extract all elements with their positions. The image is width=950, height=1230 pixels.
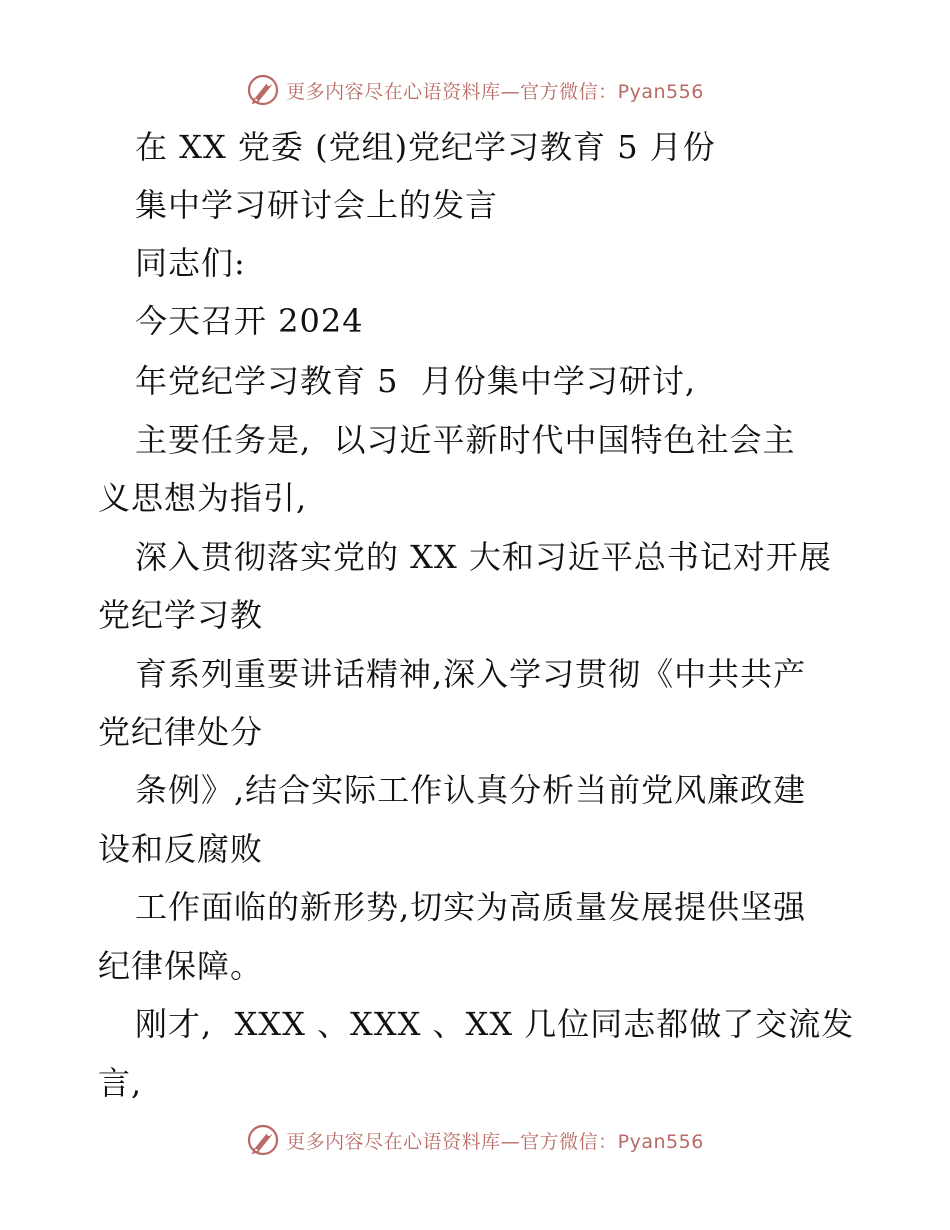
pen-logo-icon	[246, 1123, 280, 1157]
paragraph-line: 设和反腐败	[98, 830, 264, 868]
paragraph-line: 主要任务是, 以习近平新时代中国特色社会主	[135, 421, 796, 459]
watermark-footer	[0, 1122, 950, 1158]
paragraph-line: 刚才, XXX 、XXX 、XX 几位同志都做了交流发	[135, 1005, 855, 1043]
paragraph-line: 条例》,结合实际工作认真分析当前党风廉政建	[135, 771, 807, 809]
paragraph-line: 纪律保障。	[98, 947, 264, 985]
paragraph-line: 党纪学习教	[98, 596, 264, 634]
title-line-2: 集中学习研讨会上的发言	[135, 186, 499, 224]
paragraph-line: 年党纪学习教育 5 月份集中学习研讨,	[135, 362, 697, 400]
paragraph-line: 工作面临的新形势,切实为高质量发展提供坚强	[135, 888, 807, 926]
salutation: 同志们:	[135, 244, 246, 282]
paragraph-line: 今天召开 2024	[135, 302, 364, 340]
watermark-text: 更多内容尽在心语资料库—官方微信：Pyan556	[286, 1130, 704, 1153]
paragraph-line: 深入贯彻落实党的 XX 大和习近平总书记对开展	[135, 538, 832, 576]
title-line-1: 在 XX 党委 (党组)党纪学习教育 5 月份	[135, 128, 716, 166]
paragraph-line: 党纪律处分	[98, 713, 264, 751]
paragraph-line: 育系列重要讲话精神,深入学习贯彻《中共共产	[135, 655, 807, 693]
paragraph-line: 言,	[98, 1064, 143, 1102]
paragraph-line: 义思想为指引,	[98, 479, 308, 517]
watermark-text: 更多内容尽在心语资料库—官方微信：Pyan556	[286, 80, 704, 103]
